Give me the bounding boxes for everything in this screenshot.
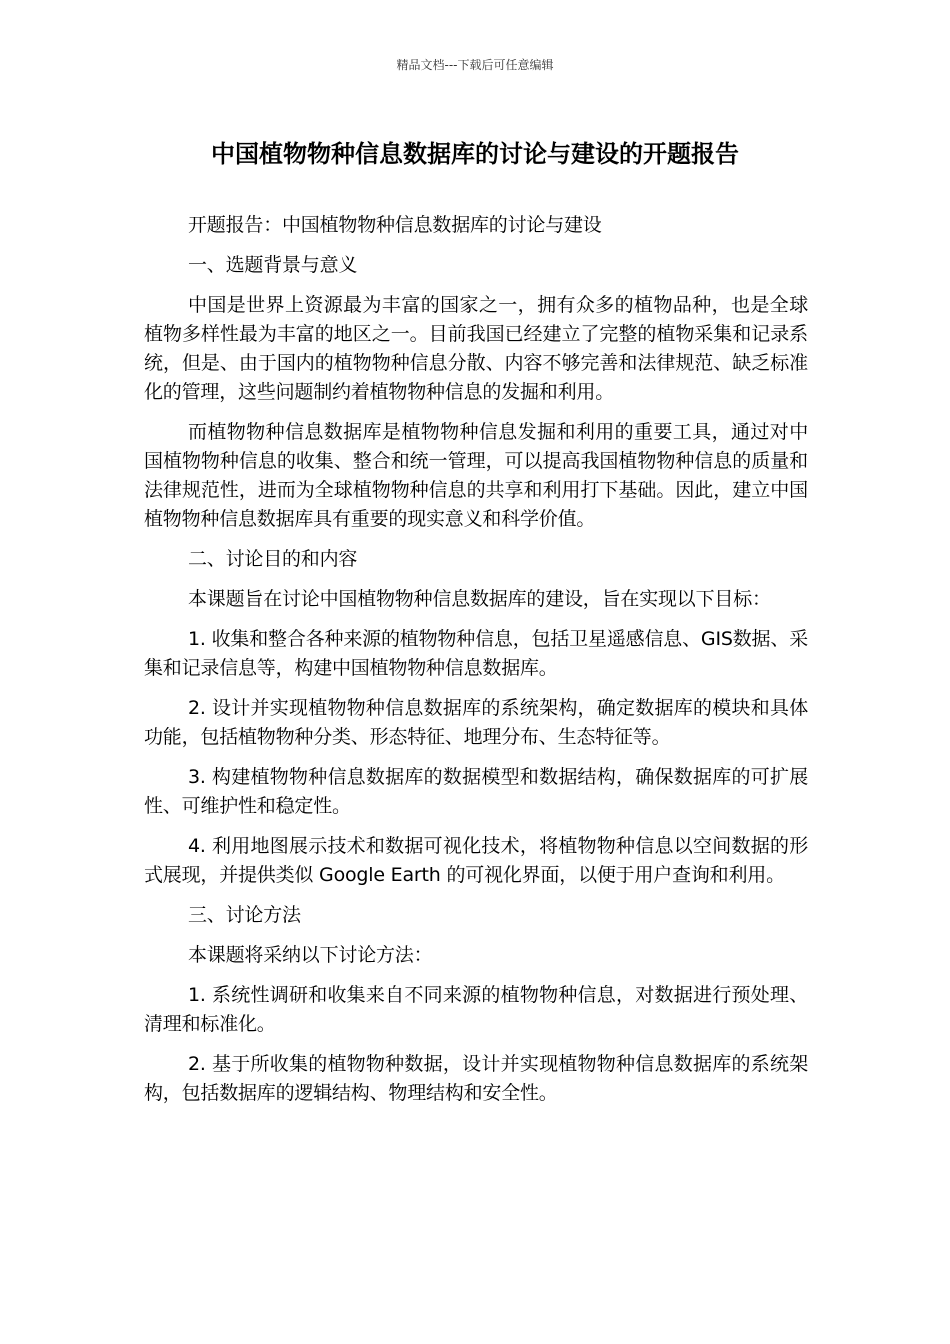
- list-item: 2. 设计并实现植物物种信息数据库的系统架构，确定数据库的模块和具体功能，包括植物物种分类、形态特征、地理分布、生态特征等。: [144, 697, 808, 748]
- body-paragraph: 本课题将采纳以下讨论方法：: [188, 944, 433, 966]
- list-item: 1. 系统性调研和收集来自不同来源的植物物种信息，对数据进行预处理、清理和标准化。: [144, 984, 808, 1035]
- section-heading-objectives: 二、讨论目的和内容: [188, 548, 358, 570]
- body-paragraph: 本课题旨在讨论中国植物物种信息数据库的建设，旨在实现以下目标：: [188, 588, 771, 610]
- body-paragraph: 而植物物种信息数据库是植物物种信息发掘和利用的重要工具，通过对中国植物物种信息的收集、整合和统一管理，可以提高我国植物物种信息的质量和法律规范性，进而为全球植物物种信息的共享和利用打下基础。因此，建立中国植物物种信息数据库具有重要的现实意义和科学价值。: [144, 421, 808, 530]
- section-heading-background: 一、选题背景与意义: [188, 254, 358, 276]
- list-item: 3. 构建植物物种信息数据库的数据模型和数据结构，确保数据库的可扩展性、可维护性和稳定性。: [144, 766, 808, 817]
- report-subtitle: 开题报告：中国植物物种信息数据库的讨论与建设: [188, 214, 602, 236]
- body-paragraph: 中国是世界上资源最为丰富的国家之一，拥有众多的植物品种，也是全球植物多样性最为丰富的地区之一。目前我国已经建立了完整的植物采集和记录系统，但是、由于国内的植物物种信息分散、内容不够完善和法律规范、缺乏标准化的管理，这些问题制约着植物物种信息的发掘和利用。: [144, 294, 808, 403]
- list-item: 2. 基于所收集的植物物种数据，设计并实现植物物种信息数据库的系统架构，包括数据库的逻辑结构、物理结构和安全性。: [144, 1053, 808, 1104]
- document-body: [144, 211, 808, 1119]
- list-item: 4. 利用地图展示技术和数据可视化技术，将植物物种信息以空间数据的形式展现，并提供类似 Google Earth 的可视化界面，以便于用户查询和利用。: [144, 835, 808, 886]
- document-title: 中国植物物种信息数据库的讨论与建设的开题报告: [211, 140, 739, 168]
- list-item: 1. 收集和整合各种来源的植物物种信息，包括卫星遥感信息、GIS数据、采集和记录信息等，构建中国植物物种信息数据库。: [144, 628, 808, 679]
- section-heading-methods: 三、讨论方法: [188, 904, 301, 926]
- header-watermark: 精品文档---下载后可任意编辑: [396, 58, 554, 72]
